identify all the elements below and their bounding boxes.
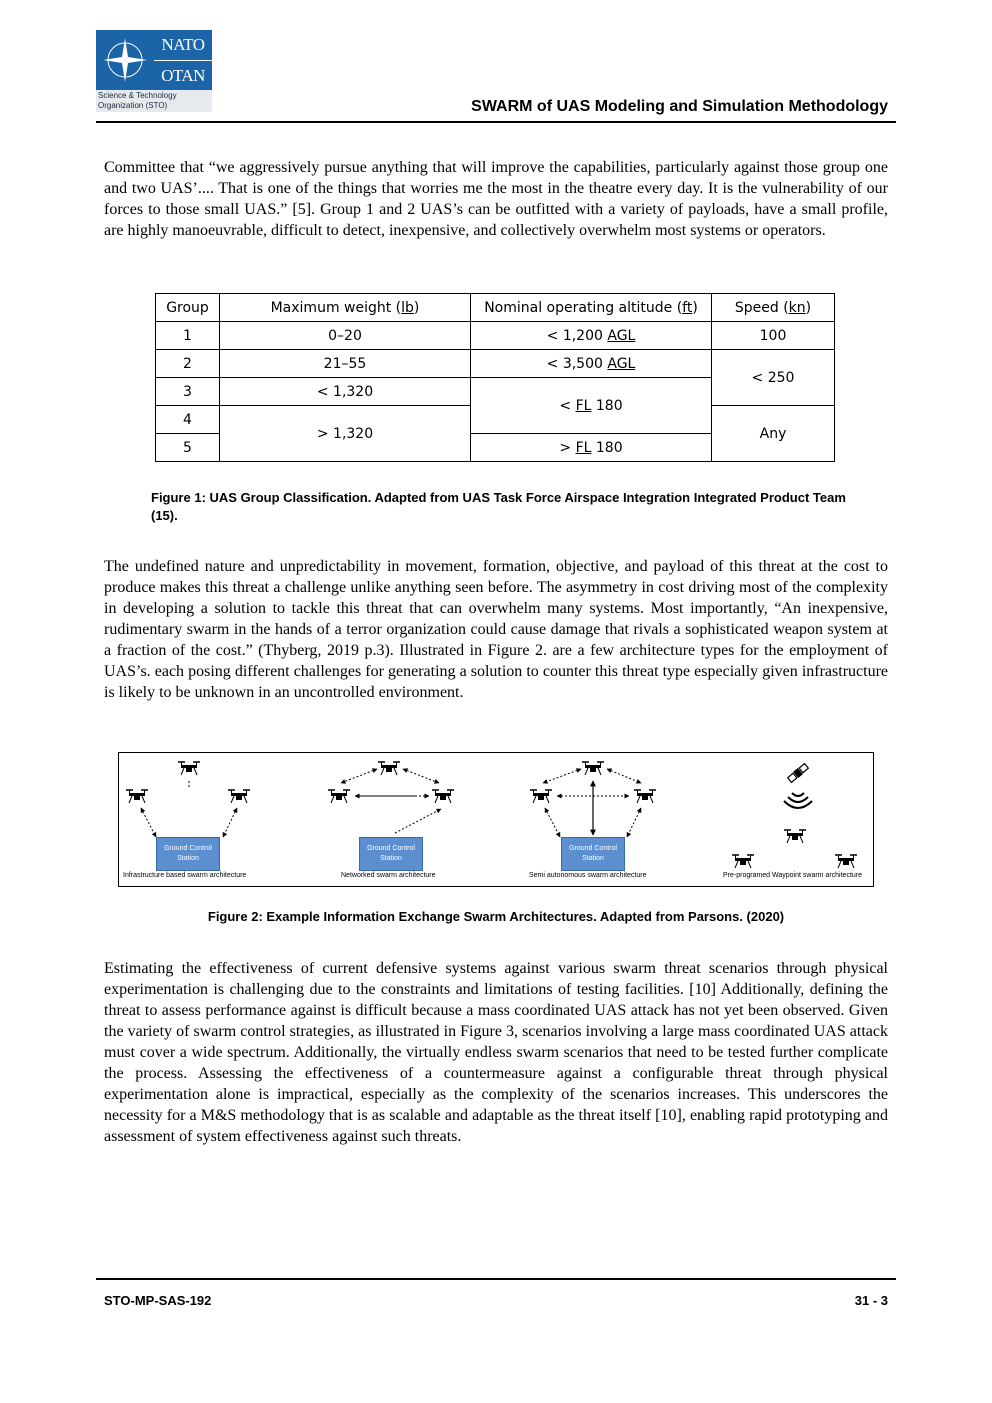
drone-icon [378,762,400,775]
cell-altitude: < 3,500 AGL [471,350,712,378]
nato-sto-logo [96,30,212,112]
body-paragraph-2: The undefined nature and unpredictability in movement, formation, objective, and payload of this threat at the cost to produce makes this threat a challenge unlike anything seen before. The asymmetry in cost driving most of the complexity in developing a solution to tackle this threat that can overwhelm many systems. Most importantly, “An inexpensive, rudimentary swarm in the hands of a terror organization could cause damage that rivals a sophisticated weapon system at a fraction of the cost.” (Thyberg, 2019 p.3). Illustrated in Figure 2. are a few architecture types for the employment of UAS’s. each posing different challenges for generating a solution to counter this threat type especially given infrastructure is likely to be unknown in an uncontrolled environment. [104,558,888,701]
link-arrow [543,769,581,783]
architecture-label: Pre-programed Waypoint swarm architecture [723,872,863,879]
cell-group: 4 [156,406,220,434]
page-number: 31 - 3 [854,1293,888,1308]
cell-group: 1 [156,322,220,350]
logo-nato-text: NATO [154,30,212,60]
table-row [156,322,835,350]
footer-rule [96,1278,896,1280]
table-header-row [156,294,835,322]
drone-icon [634,790,656,803]
header-speed: Speed (kn) [712,294,835,322]
semi-autonomous-architecture [530,762,656,837]
link-arrow [545,808,560,837]
cell-weight: 21–55 [220,350,471,378]
drone-icon [126,790,148,803]
uas-group-table [155,293,835,462]
infrastructure-architecture [126,762,250,837]
table-row [156,350,835,378]
ground-control-station: Ground Control Station [359,837,423,871]
signal-waves-icon [784,793,812,808]
drone-icon [328,790,350,803]
drone-icon [432,790,454,803]
nato-compass-icon [96,30,154,90]
ground-control-station: Ground Control Station [561,837,625,871]
link-arrow [341,769,377,783]
cell-weight: 0–20 [220,322,471,350]
logo-otan-text: OTAN [154,60,212,90]
document-id: STO-MP-SAS-192 [104,1293,212,1308]
figure-1-caption: Figure 1: UAS Group Classification. Adapted from UAS Task Force Airspace Integration Integrated Product Team (15). [151,490,846,523]
cell-altitude: > FL 180 [471,434,712,462]
cell-altitude: < 1,200 AGL [471,322,712,350]
header-altitude: Nominal operating altitude (ft) [471,294,712,322]
cell-speed: < 250 [712,350,835,406]
drone-icon [228,790,250,803]
cell-weight: < 1,320 [220,378,471,406]
body-paragraph-3: Estimating the effectiveness of current defensive systems against various swarm threat scenarios through physical experimentation is challenging due to the constraints and limitations of testing facilities. [10] Additionally, defining the threat to assess performance against is difficult because a mass coordinated UAS attack has not yet been observed. Given the variety of swarm control strategies, as illustrated in Figure 3, scenarios involving a large mass coordinated UAS attack must cover a wide spectrum. Additionally, the virtually endless swarm scenarios that need to be tested further complicate the process. Assessing the effectiveness of a countermeasure against a configurable threat through physical experimentation alone is impractical, especially as the complexity of the scenarios increases. This underscores the necessity for a M&S methodology that is as scalable and adaptable as the threat itself [10], enabling rapid prototyping and assessment of system effectiveness against such threats. [104,960,888,1145]
drone-icon [178,762,200,775]
architecture-label: Infrastructure based swarm architecture [123,872,247,879]
logo-org-text: Science & Technology Organization (STO) [96,90,212,112]
architecture-label: Networked swarm architecture [341,872,436,879]
cell-weight: > 1,320 [220,406,471,462]
drone-icon [530,790,552,803]
drone-icon [582,762,604,775]
cell-group: 2 [156,350,220,378]
ground-control-station: Ground Control Station [156,837,220,871]
drone-icon [835,855,857,868]
waypoint-architecture [732,763,857,868]
link-arrow [403,769,439,783]
link-arrow [607,769,641,783]
header-rule [96,121,896,123]
swarm-architectures-figure [118,752,874,887]
cell-group: 3 [156,378,220,406]
header-weight: Maximum weight (lb) [220,294,471,322]
architecture-diagram [119,753,875,888]
header-group: Group [156,294,220,322]
architecture-label: Semi autonomous swarm architecture [529,872,647,879]
drone-icon [732,855,754,868]
cell-group: 5 [156,434,220,462]
body-paragraph-1: Committee that “we aggressively pursue anything that will improve the capabilities, particularly against those group one and two UAS’.... That is one of the things that worries me the most in the theatre every day. It is the vulnerability of our forces to those small UAS.” [5]. Group 1 and 2 UAS’s can be outfitted with a variety of payloads, have a small profile, are highly manoeuvrable, difficult to detect, inexpensive, and collectively overwhelm most systems or operators. [104,159,888,239]
networked-architecture [328,762,454,833]
running-header-title: SWARM of UAS Modeling and Simulation Methodology [471,98,888,115]
link-arrow [223,808,237,837]
cell-altitude: < FL 180 [471,378,712,434]
cell-speed: Any [712,406,835,462]
satellite-icon [787,763,809,783]
cell-speed: 100 [712,322,835,350]
link-arrow [627,808,641,837]
link-arrow [141,808,156,837]
drone-icon [784,830,806,843]
link-arrow [395,809,441,833]
figure-2-caption: Figure 2: Example Information Exchange Swarm Architectures. Adapted from Parsons. (2020) [207,909,785,924]
